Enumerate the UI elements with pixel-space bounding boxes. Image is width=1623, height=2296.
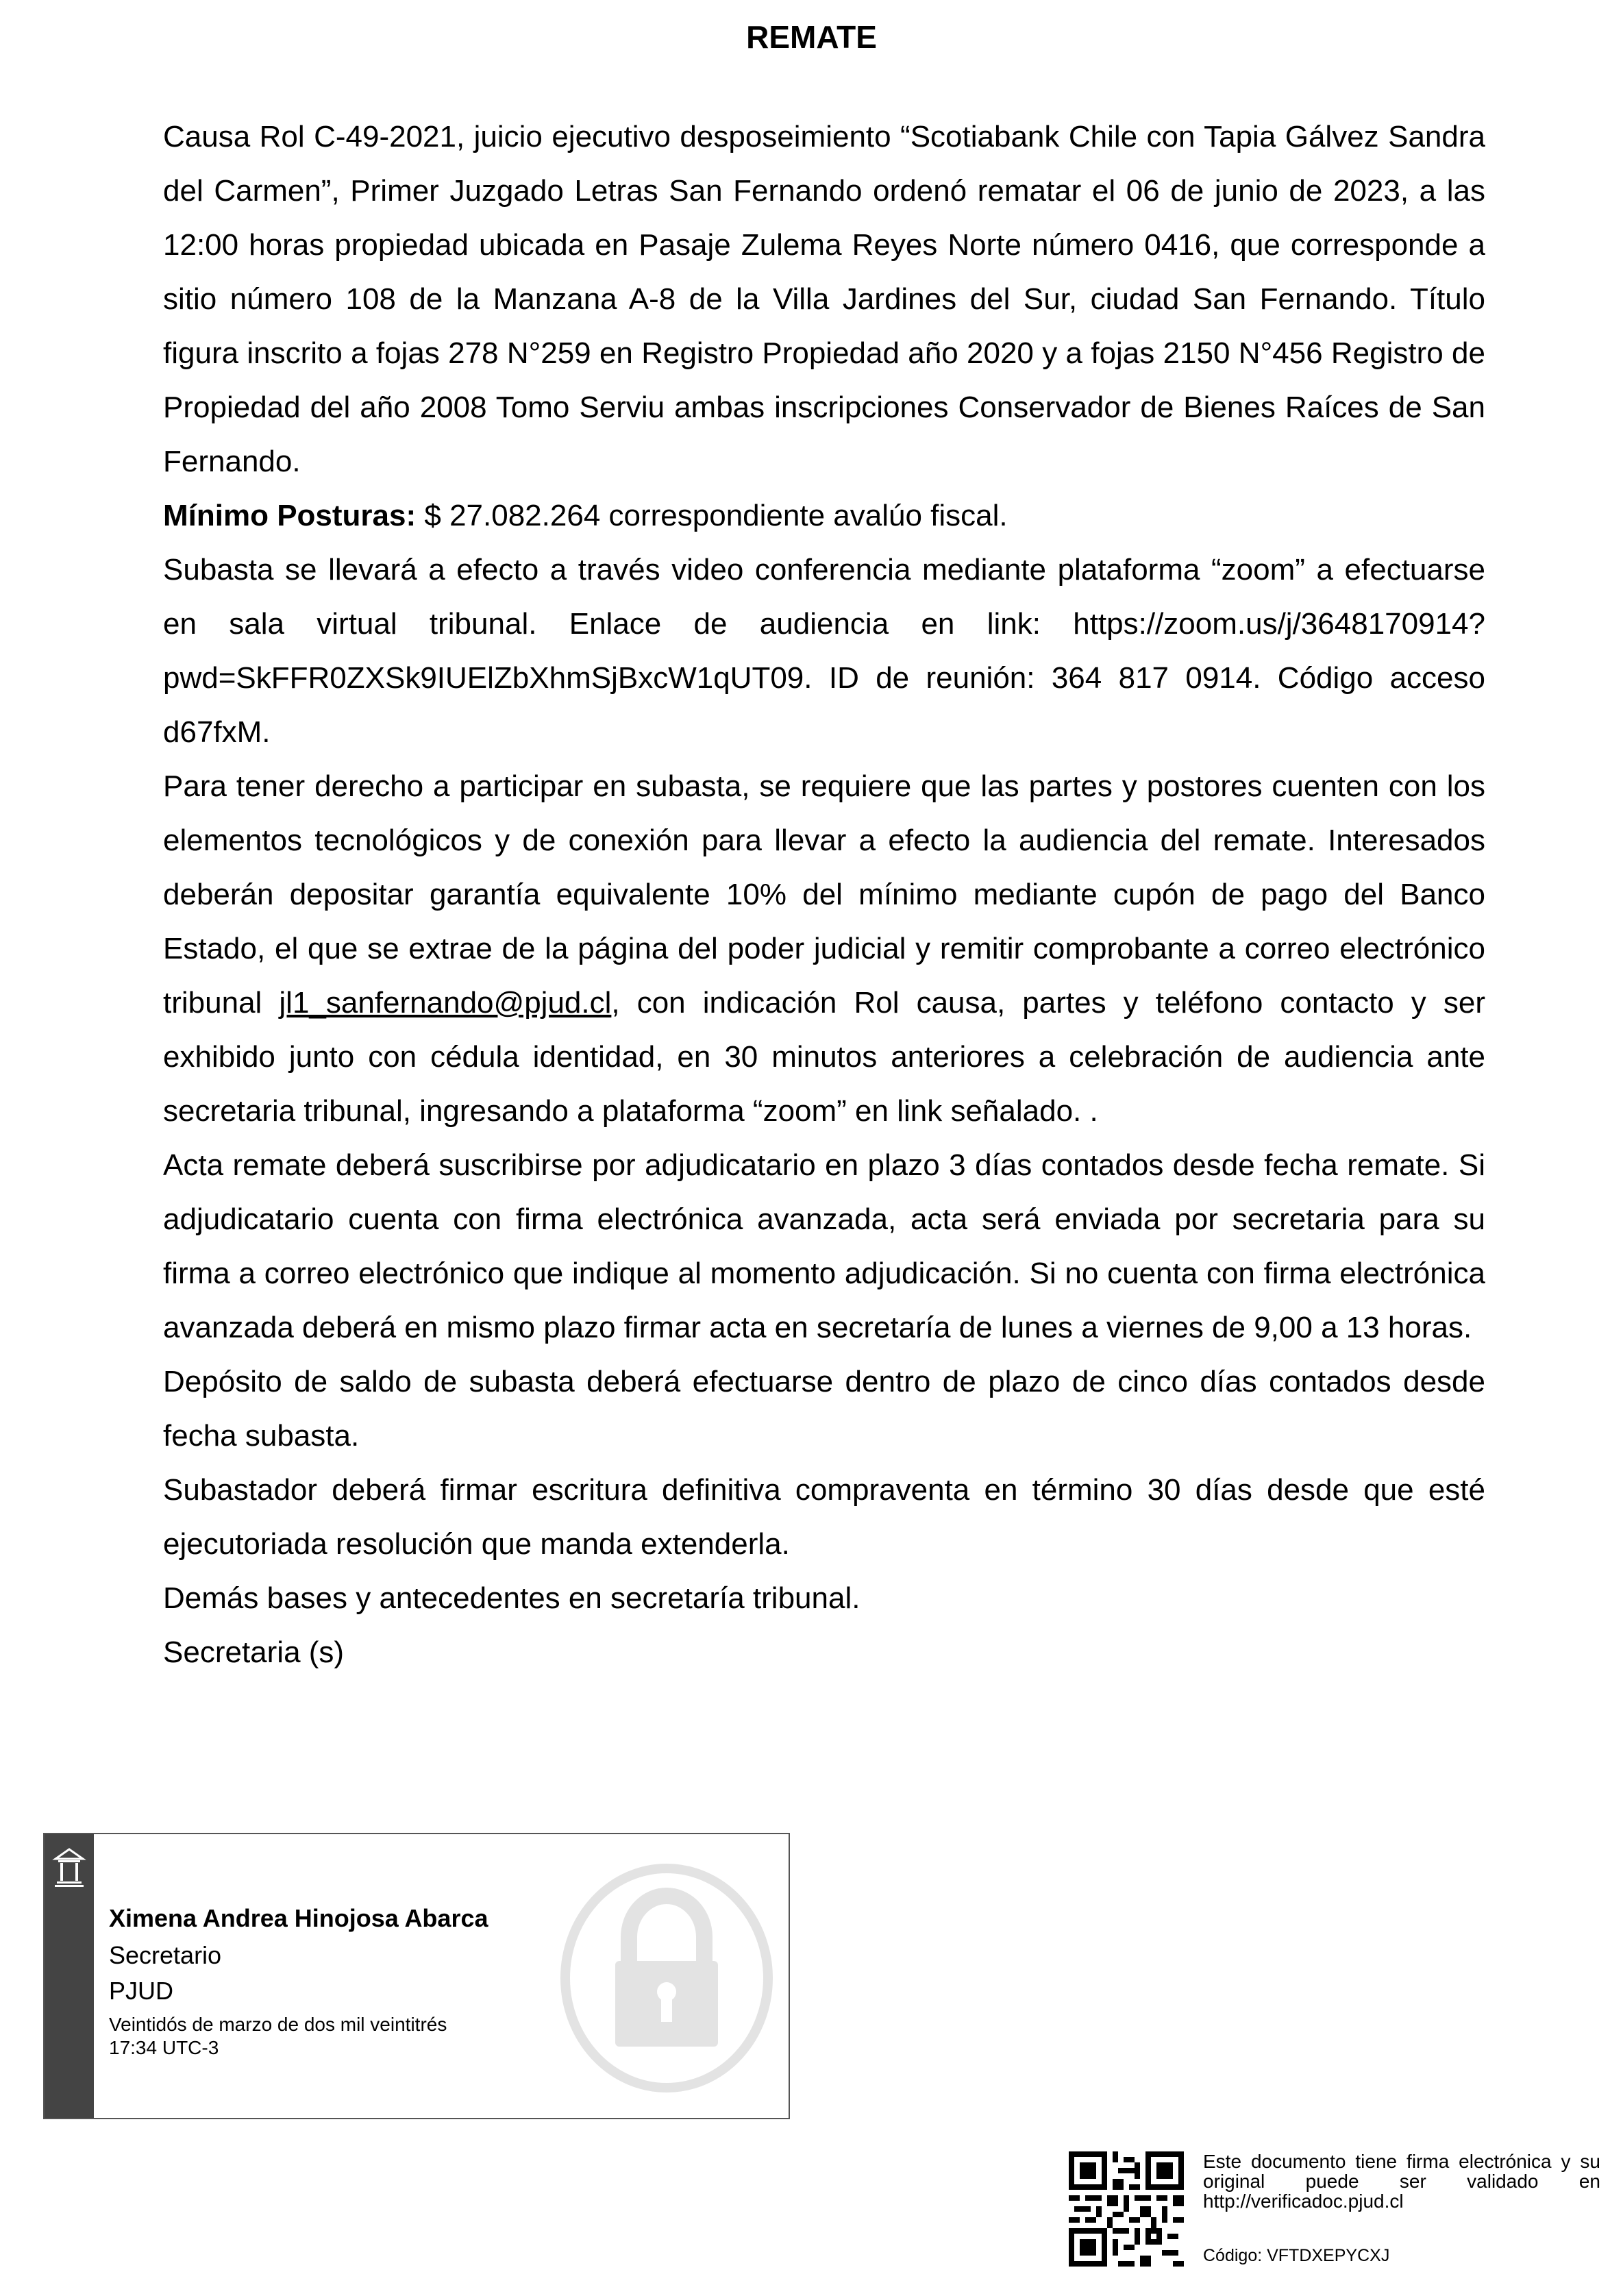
signature-sidebar [45,1834,94,2118]
signature-time: 17:34 UTC-3 [109,2037,219,2058]
paragraph-deed: Subastador deberá firmar escritura definitiva compraventa en término 30 días desde que esté ejecutoriada resolución que manda extenderla. [163,1473,1485,1561]
paragraph-participation [163,759,1485,1138]
paragraph-acta: Acta remate deberá suscribirse por adjudicatario en plazo 3 días contados desde fecha remate. Si adjudicatario cuenta con firma electrónica avanzada, acta será enviada por secretaria para su firma a correo electrónico que indique al momento adjudicación. Si no cuenta con firma electrónica avanzada deberá en mismo plazo firmar acta en secretaría de lunes a viernes de 9,00 a 13 horas. [163,1148,1485,1344]
verification-code: Código: VFTDXEPYCXJ [1203,2246,1390,2265]
signature-date-text: Veintidós de marzo de dos mil veintitrés [109,2014,447,2035]
tribunal-email-link[interactable]: jl1_sanfernando@pjud.cl [279,986,612,1020]
document-title: REMATE [746,19,877,55]
verification-text: Este documento tiene firma electrónica y su original puede ser validado en http://verificadoc.pjud.cl [1203,2151,1600,2212]
paragraph-signer: Secretaria (s) [163,1635,345,1669]
paragraph-deposit: Depósito de saldo de subasta deberá efectuarse dentro de plazo de cinco días contados desde fecha subasta. [163,1365,1485,1453]
paragraph-zoom: Subasta se llevará a efecto a través video conferencia mediante plataforma “zoom” a efectuarse en sala virtual tribunal. Enlace de audiencia en link: https://zoom.us/j/3648170914?pwd=SkFFR0ZXSk9IUElZbXhmSjBxcW1qUT09. ID de reunión: 364 817 0914. Código acceso d67fxM. [163,553,1485,749]
document-body [163,110,1485,1679]
paragraph-minimum-bid [163,489,1485,543]
signature-details [109,1899,488,2060]
participation-text-after: , con indicación Rol causa, partes y teléfono contacto y ser exhibido junto con cédula identidad, en 30 minutos anteriores a celebración de audiencia ante secretaria tribunal, ingresando a plataforma “zoom” en link señalado. . [163,986,1485,1128]
courthouse-icon [51,1847,87,1888]
electronic-signature-box [43,1833,790,2119]
paragraph-case: Causa Rol C-49-2021, juicio ejecutivo desposeimiento “Scotiabank Chile con Tapia Gálvez Sandra del Carmen”, Primer Juzgado Letras San Fernando ordenó rematar el 06 de junio de 2023, a las 12:00 horas propiedad ubicada en Pasaje Zulema Reyes Norte número 0416, que corresponde a sitio número 108 de la Manzana A-8 de la Villa Jardines del Sur, ciudad San Fernando. Título figura inscrito a fojas 278 N°259 en Registro Propiedad año 2020 y a fojas 2150 N°456 Registro de Propiedad del año 2008 Tomo Serviu ambas inscripciones Conservador de Bienes Raíces de San Fernando. [163,120,1485,478]
signer-name: Ximena Andrea Hinojosa Abarca [109,1904,488,1932]
minimum-bid-label: Mínimo Posturas: [163,499,417,532]
signer-role: Secretario [109,1941,222,1969]
signature-date [109,2013,488,2060]
paragraph-bases: Demás bases y antecedentes en secretaría tribunal. [163,1581,860,1615]
lock-icon [543,1862,790,2095]
participation-text-before: Para tener derecho a participar en subasta, se requiere que las partes y postores cuenten con los elementos tecnológicos y de conexión para llevar a efecto la audiencia del remate. Interesados deberán depositar garantía equivalente 10% del mínimo mediante cupón de pago del Banco Estado, el que se extrae de la página del poder judicial y remitir comprobante a correo electrónico tribunal [163,769,1485,1020]
signer-org: PJUD [109,1977,174,2005]
verification-block [1069,2151,1603,2275]
minimum-bid-value: $ 27.082.264 correspondiente avalúo fiscal. [416,499,1008,532]
qr-code-icon [1069,2151,1184,2267]
